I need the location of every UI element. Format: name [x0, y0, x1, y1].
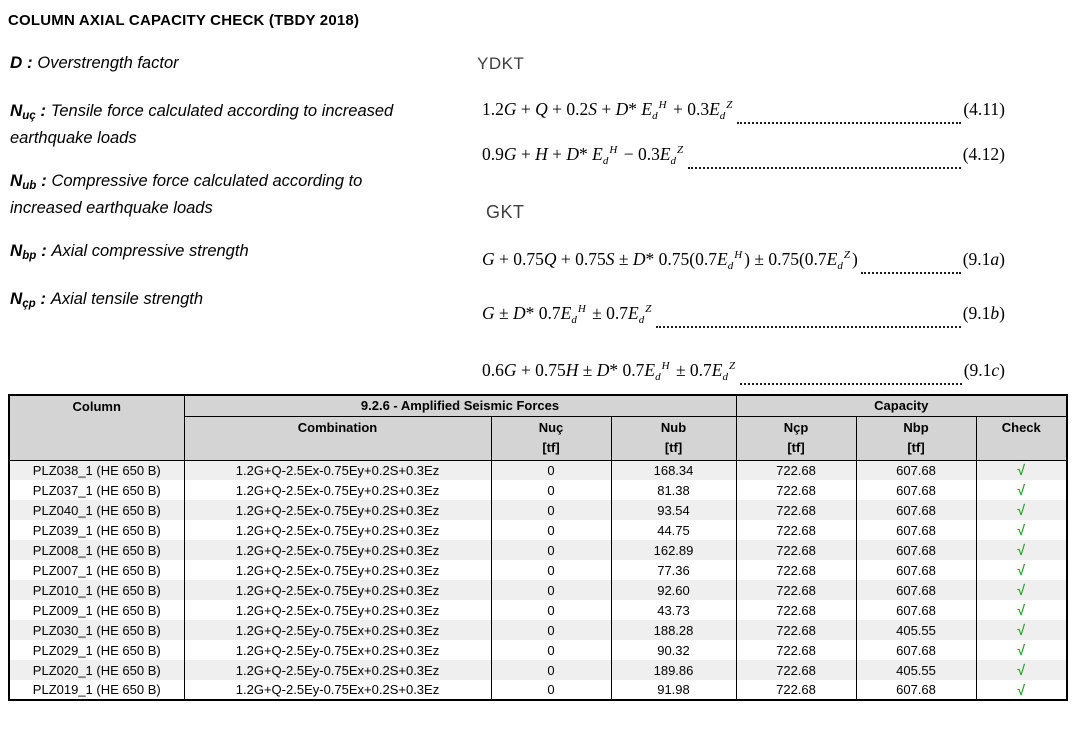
cell-column-name: PLZ040_1 (HE 650 B) [9, 500, 184, 520]
check-icon: √ [1017, 602, 1026, 618]
cell-check [976, 500, 1067, 520]
table-row [9, 600, 1067, 620]
cell-nuc: 0 [491, 680, 611, 700]
cell-nub: 189.86 [611, 660, 736, 680]
cell-ncp: 722.68 [736, 620, 856, 640]
table-row [9, 560, 1067, 580]
cell-column-name: PLZ039_1 (HE 650 B) [9, 520, 184, 540]
definition-symbol [10, 241, 51, 260]
cell-nub: 43.73 [611, 600, 736, 620]
header-nuc-unit: [tf] [542, 439, 560, 455]
cell-column-name: PLZ008_1 (HE 650 B) [9, 540, 184, 560]
cell-nub: 77.36 [611, 560, 736, 580]
ydkt-group-label: YDKT [477, 54, 525, 73]
header-nub [611, 416, 736, 460]
cell-combination: 1.2G+Q-2.5Ey-0.75Ex+0.2S+0.3Ez [184, 640, 491, 660]
equation-9-1a-body: G + 0.75Q + 0.75S ± D* $0.75(0.7E_d^H$ ) ± $0.75(0.7E_d^Z$ ) [482, 249, 858, 272]
cell-nbp: 607.68 [856, 480, 976, 500]
check-icon: √ [1017, 681, 1026, 698]
page-title: COLUMN AXIAL CAPACITY CHECK (TBDY 2018) [8, 12, 360, 29]
header-nub-label: Nub [660, 419, 687, 435]
check-icon: √ [1017, 502, 1026, 518]
cell-ncp: 722.68 [736, 460, 856, 480]
gkt-group-label: GKT [486, 202, 525, 222]
table-row [9, 480, 1067, 500]
cell-nbp: 607.68 [856, 500, 976, 520]
definition-item [10, 100, 425, 149]
definition-symbol [10, 101, 51, 120]
dot-leader [861, 272, 961, 274]
cell-ncp: 722.68 [736, 580, 856, 600]
cell-nuc: 0 [491, 620, 611, 640]
cell-ncp: 722.68 [736, 600, 856, 620]
cell-nuc: 0 [491, 660, 611, 680]
check-icon: √ [1017, 622, 1026, 638]
cell-column-name: PLZ019_1 (HE 650 B) [9, 680, 184, 700]
definition-symbol-main: N [10, 289, 23, 308]
definition-separator: : [22, 53, 38, 72]
header-nbp [856, 416, 976, 460]
definition-description: Axial tensile strength [50, 290, 204, 308]
cell-nub: 93.54 [611, 500, 736, 520]
cell-nuc: 0 [491, 640, 611, 660]
cell-check [976, 600, 1067, 620]
check-icon: √ [1017, 462, 1026, 479]
cell-nbp: 607.68 [856, 560, 976, 580]
equation-9-1c-body: 0.6G + 0.75H ± D* $0.7E_d^H \pm 0.7E_d^Z$ [482, 360, 736, 383]
equation-4-12-number: (4.12) [962, 144, 1005, 164]
table-row [9, 520, 1067, 540]
cell-column-name: PLZ029_1 (HE 650 B) [9, 640, 184, 660]
cell-check [976, 540, 1067, 560]
header-check: Check [976, 416, 1067, 460]
cell-combination: 1.2G+Q-2.5Ey-0.75Ex+0.2S+0.3Ez [184, 680, 491, 700]
definition-symbol-subscript: bp [22, 250, 37, 262]
definition-separator: : [35, 101, 51, 120]
cell-ncp: 722.68 [736, 640, 856, 660]
equation-9-1b-number: (9.1b) [962, 303, 1005, 323]
definition-description: Axial compressive strength [51, 242, 249, 260]
header-combination: Combination [184, 416, 491, 460]
definition-description: Overstrength factor [37, 54, 179, 72]
cell-combination: 1.2G+Q-2.5Ex-0.75Ey+0.2S+0.3Ez [184, 480, 491, 500]
cell-nuc: 0 [491, 480, 611, 500]
definition-item [10, 240, 425, 267]
cell-check [976, 680, 1067, 700]
cell-nuc: 0 [491, 540, 611, 560]
table-row [9, 580, 1067, 600]
definition-symbol-main: N [10, 241, 23, 260]
header-nuc-label: Nuç [538, 419, 564, 435]
cell-check [976, 520, 1067, 540]
definition-symbol-subscript: çp [22, 298, 36, 310]
cell-nuc: 0 [491, 580, 611, 600]
cell-nub: 81.38 [611, 480, 736, 500]
cell-check [976, 460, 1067, 480]
cell-ncp: 722.68 [736, 500, 856, 520]
header-amplified-seismic-forces: 9.2.6 - Amplified Seismic Forces [184, 395, 736, 416]
check-icon: √ [1017, 642, 1026, 658]
cell-combination: 1.2G+Q-2.5Ex-0.75Ey+0.2S+0.3Ez [184, 580, 491, 600]
definition-item [10, 288, 425, 315]
cell-combination: 1.2G+Q-2.5Ex-0.75Ey+0.2S+0.3Ez [184, 600, 491, 620]
cell-ncp: 722.68 [736, 660, 856, 680]
definition-separator: : [36, 171, 52, 190]
definition-separator: : [35, 289, 51, 308]
equation-4-11-number: (4.11) [963, 99, 1005, 119]
cell-ncp: 722.68 [736, 680, 856, 700]
equation-4-12 [482, 137, 1005, 174]
cell-column-name: PLZ020_1 (HE 650 B) [9, 660, 184, 680]
check-icon: √ [1017, 542, 1026, 558]
table-row [9, 640, 1067, 660]
cell-nbp: 405.55 [856, 620, 976, 640]
cell-nuc: 0 [491, 560, 611, 580]
cell-check [976, 620, 1067, 640]
table-row [9, 540, 1067, 560]
equation-9-1b [482, 296, 1005, 333]
dot-leader [656, 326, 960, 328]
cell-ncp: 722.68 [736, 480, 856, 500]
definition-symbol-main: N [10, 171, 23, 190]
equation-9-1a [482, 242, 1005, 279]
cell-nub: 91.98 [611, 680, 736, 700]
check-icon: √ [1017, 482, 1026, 498]
cell-nuc: 0 [491, 520, 611, 540]
cell-column-name: PLZ038_1 (HE 650 B) [9, 460, 184, 480]
cell-combination: 1.2G+Q-2.5Ex-0.75Ey+0.2S+0.3Ez [184, 500, 491, 520]
formulas-panel [477, 54, 1005, 390]
table-header-group-row [9, 395, 1067, 416]
cell-nub: 168.34 [611, 460, 736, 480]
definition-separator: : [36, 241, 52, 260]
cell-ncp: 722.68 [736, 560, 856, 580]
cell-nub: 44.75 [611, 520, 736, 540]
cell-nuc: 0 [491, 460, 611, 480]
table-row [9, 620, 1067, 640]
definition-symbol-subscript: uç [22, 110, 36, 122]
definitions-list [10, 52, 425, 336]
cell-nub: 90.32 [611, 640, 736, 660]
cell-nub: 92.60 [611, 580, 736, 600]
table-body [9, 460, 1067, 700]
header-nuc [491, 416, 611, 460]
definition-symbol [10, 53, 37, 72]
definition-item [10, 170, 425, 219]
dot-leader [688, 167, 961, 169]
definition-symbol-main: D [10, 53, 23, 72]
cell-combination: 1.2G+Q-2.5Ex-0.75Ey+0.2S+0.3Ez [184, 560, 491, 580]
cell-check [976, 580, 1067, 600]
table-row [9, 500, 1067, 520]
header-nub-unit: [tf] [664, 439, 683, 455]
table-header [9, 395, 1067, 460]
definition-symbol [10, 289, 51, 308]
cell-check [976, 660, 1067, 680]
cell-column-name: PLZ007_1 (HE 650 B) [9, 560, 184, 580]
dot-leader [737, 122, 961, 124]
check-icon: √ [1017, 582, 1026, 598]
table-row [9, 660, 1067, 680]
cell-combination: 1.2G+Q-2.5Ex-0.75Ey+0.2S+0.3Ez [184, 460, 491, 480]
cell-nub: 188.28 [611, 620, 736, 640]
cell-column-name: PLZ009_1 (HE 650 B) [9, 600, 184, 620]
cell-ncp: 722.68 [736, 540, 856, 560]
definition-item [10, 52, 425, 79]
equation-4-11 [482, 92, 1005, 129]
cell-nbp: 607.68 [856, 600, 976, 620]
cell-nbp: 405.55 [856, 660, 976, 680]
cell-column-name: PLZ037_1 (HE 650 B) [9, 480, 184, 500]
equation-9-1c [482, 353, 1005, 390]
cell-combination: 1.2G+Q-2.5Ey-0.75Ex+0.2S+0.3Ez [184, 660, 491, 680]
table-row [9, 680, 1067, 700]
header-capacity: Capacity [736, 395, 1067, 416]
check-icon: √ [1017, 522, 1026, 538]
definition-description: Tensile force calculated according to increased earthquake loads [10, 102, 394, 147]
cell-check [976, 560, 1067, 580]
cell-column-name: PLZ010_1 (HE 650 B) [9, 580, 184, 600]
check-icon: √ [1017, 662, 1026, 678]
header-nbp-label: Nbp [903, 419, 929, 435]
table-row [9, 460, 1067, 480]
header-nbp-unit: [tf] [907, 439, 925, 455]
cell-nbp: 607.68 [856, 580, 976, 600]
equation-9-1c-number: (9.1c) [963, 360, 1005, 380]
cell-combination: 1.2G+Q-2.5Ex-0.75Ey+0.2S+0.3Ez [184, 520, 491, 540]
header-ncp-unit: [tf] [787, 439, 805, 455]
cell-nbp: 607.68 [856, 680, 976, 700]
equation-4-12-body: 0.9G + H + D* $E_d^H - 0.3E_d^Z$ [482, 144, 684, 167]
cell-nbp: 607.68 [856, 540, 976, 560]
equation-9-1b-body: G ± D* $0.7E_d^H \pm 0.7E_d^Z$ [482, 303, 652, 326]
definition-description: Compressive force calculated according to increased earthquake loads [10, 172, 363, 217]
equation-4-11-body: 1.2G + Q + 0.2S + D* $E_d^H + 0.3E_d^Z$ [482, 99, 733, 122]
cell-nuc: 0 [491, 600, 611, 620]
definition-symbol-main: N [10, 101, 23, 120]
cell-column-name: PLZ030_1 (HE 650 B) [9, 620, 184, 640]
cell-combination: 1.2G+Q-2.5Ex-0.75Ey+0.2S+0.3Ez [184, 540, 491, 560]
capacity-check-table [8, 394, 1068, 701]
cell-nub: 162.89 [611, 540, 736, 560]
cell-nbp: 607.68 [856, 640, 976, 660]
header-ncp-label: Nçp [783, 419, 809, 435]
cell-check [976, 640, 1067, 660]
cell-check [976, 480, 1067, 500]
equation-9-1a-number: (9.1a) [962, 249, 1005, 269]
cell-nbp: 607.68 [856, 460, 976, 480]
header-column: Column [9, 395, 184, 460]
cell-nbp: 607.68 [856, 520, 976, 540]
check-icon: √ [1017, 562, 1026, 578]
cell-combination: 1.2G+Q-2.5Ey-0.75Ex+0.2S+0.3Ez [184, 620, 491, 640]
cell-nuc: 0 [491, 500, 611, 520]
header-ncp [736, 416, 856, 460]
definition-symbol [10, 171, 51, 190]
dot-leader [740, 383, 962, 385]
cell-ncp: 722.68 [736, 520, 856, 540]
definition-symbol-subscript: ub [22, 180, 37, 192]
